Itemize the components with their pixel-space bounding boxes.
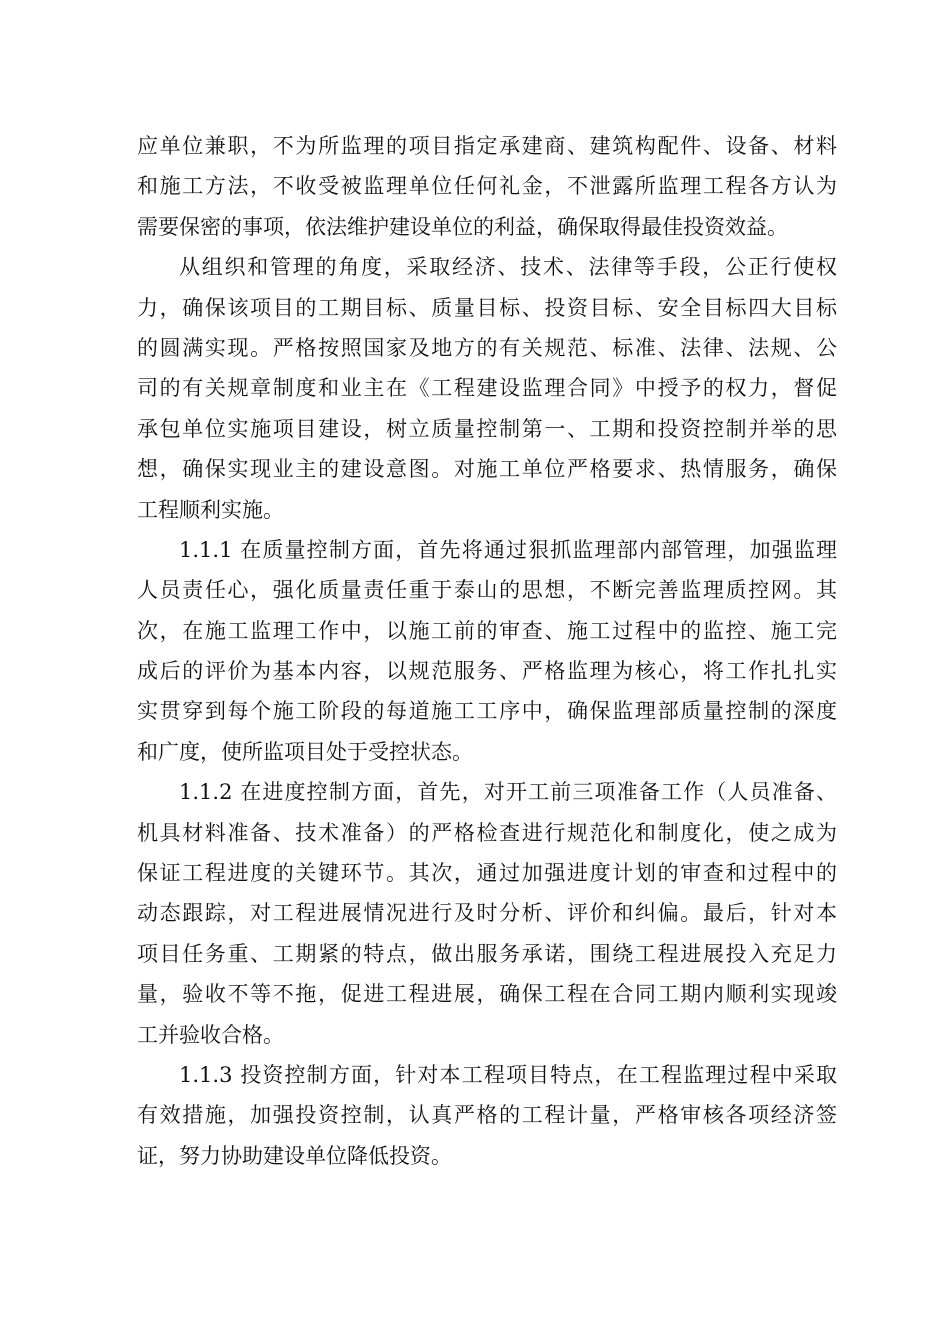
text-line: 从组织和管理的角度，采取经济、技术、法律等手段，公正行使权 [179,255,837,280]
text-line: 成后的评价为基本内容，以规范服务、严格监理为核心，将工作扎扎实 [137,659,837,684]
text-line: 1.1.1 在质量控制方面，首先将通过狠抓监理部内部管理，加强监理 [179,537,837,562]
text-line: 承包单位实施项目建设，树立质量控制第一、工期和投资控制并举的思 [137,416,837,441]
text-line: 和广度，使所监项目处于受控状态。 [137,739,473,764]
paragraph-ethics [137,126,837,247]
text-line: 司的有关规章制度和业主在《工程建设监理合同》中授予的权力，督促 [137,376,837,401]
text-line: 实贯穿到每个施工阶段的每道施工工序中，确保监理部质量控制的深度 [137,699,837,724]
paragraph-quality-control [137,530,837,772]
paragraph-schedule-control [137,772,837,1055]
text-line: 机具材料准备、技术准备）的严格检查进行规范化和制度化，使之成为 [137,820,837,845]
text-line: 有效措施，加强投资控制，认真严格的工程计量，严格审核各项经济签 [137,1103,837,1128]
text-line: 想，确保实现业主的建设意图。对施工单位严格要求、热情服务，确保 [137,457,837,482]
text-line: 1.1.2 在进度控制方面，首先，对开工前三项准备工作（人员准备、 [179,780,837,805]
paragraph-investment-control [137,1055,837,1176]
text-line: 人员责任心，强化质量责任重于泰山的思想，不断完善监理质控网。其 [137,578,837,603]
text-line: 需要保密的事项，依法维护建设单位的利益，确保取得最佳投资效益。 [137,214,788,239]
text-line: 保证工程进度的关键环节。其次，通过加强进度计划的审查和过程中的 [137,861,837,886]
text-line: 证，努力协助建设单位降低投资。 [137,1143,452,1168]
text-line: 次，在施工监理工作中，以施工前的审查、施工过程中的监控、施工完 [137,618,837,643]
text-line: 和施工方法，不收受被监理单位任何礼金，不泄露所监理工程各方认为 [137,174,837,199]
text-line: 1.1.3 投资控制方面，针对本工程项目特点，在工程监理过程中采取 [179,1062,837,1087]
text-line: 工程顺利实施。 [137,497,284,522]
body-text [137,126,837,1176]
text-line: 力，确保该项目的工期目标、质量目标、投资目标、安全目标四大目标 [137,295,837,320]
text-line: 动态跟踪，对工程进展情况进行及时分析、评价和纠偏。最后，针对本 [137,901,837,926]
paragraph-management [137,247,837,530]
text-line: 工并验收合格。 [137,1022,284,1047]
text-line: 量，验收不等不拖，促进工程进展，确保工程在合同工期内顺利实现竣 [137,982,837,1007]
text-line: 项目任务重、工期紧的特点，做出服务承诺，围绕工程进展投入充足力 [137,941,837,966]
text-line: 的圆满实现。严格按照国家及地方的有关规范、标准、法律、法规、公 [137,335,837,360]
text-line: 应单位兼职，不为所监理的项目指定承建商、建筑构配件、设备、材料 [137,134,837,158]
